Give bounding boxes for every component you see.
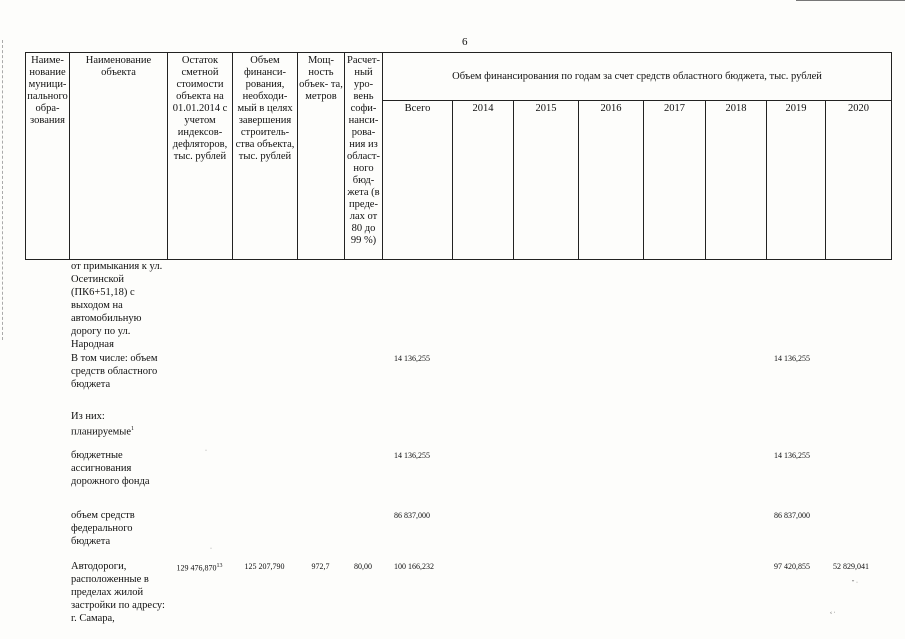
table-row: [25, 508, 891, 559]
table-row: [25, 409, 891, 448]
row-object-name: бюджетные ассигнования дорожного фонда: [71, 450, 150, 487]
scan-edge: [2, 40, 3, 340]
header-year-2020: 2020: [826, 101, 892, 260]
row-capacity-value: 972,7: [311, 562, 330, 571]
row-2020-value: 52 829,041: [833, 562, 869, 571]
header-year-2018: 2018: [706, 101, 767, 260]
footnote-mark: 1: [131, 426, 135, 432]
header-capacity: Мощ- ность объек- та, метров: [298, 53, 345, 260]
scan-speck: ‹ ·: [830, 610, 836, 616]
header-financing-volume: Объем финанси- рования, необходи- мый в целях завершения строитель- ства объекта, тыс. рублей: [233, 53, 298, 260]
row-total-value: 14 136,255: [394, 451, 430, 460]
header-year-2014: 2014: [453, 101, 514, 260]
row-object-name: Автодороги, расположенные в пределах жилой застройки по адресу: г. Самара,: [71, 561, 165, 624]
header-year-total: Всего: [383, 101, 453, 260]
table-row: [25, 559, 891, 639]
scan-speck: " ·: [852, 580, 858, 586]
table-row: [25, 259, 891, 351]
data-table: [25, 259, 891, 639]
scan-speck: ·: [205, 448, 207, 454]
scan-speck: ·: [210, 546, 212, 552]
header-year-2016: 2016: [579, 101, 644, 260]
header-year-2019: 2019: [767, 101, 826, 260]
row-rate-value: 80,00: [354, 562, 372, 571]
header-cofinancing-rate: Расчет- ный уро- вень софи- нанси- рова- ния из област- ного бюд- жета (в преде- лах от 80 до 99 %): [345, 53, 383, 260]
header-year-2017: 2017: [644, 101, 706, 260]
row-object-name: объем средств федерального бюджета: [71, 510, 135, 547]
table-row: [25, 351, 891, 409]
header-object: Наименование объекта: [70, 53, 168, 260]
top-rule: [796, 0, 905, 1]
row-volume-value: 125 207,790: [244, 562, 285, 571]
row-2019-value: 14 136,255: [774, 354, 810, 363]
page-number: 6: [462, 36, 468, 48]
row-object-name: В том числе: объем средств областного бюджета: [71, 353, 158, 390]
footnote-mark: 13: [216, 563, 223, 569]
row-2019-value: 97 420,855: [774, 562, 810, 571]
row-total-value: 86 837,000: [394, 511, 430, 520]
row-2019-value: 14 136,255: [774, 451, 810, 460]
row-total-value: 14 136,255: [394, 354, 430, 363]
row-2019-value: 86 837,000: [774, 511, 810, 520]
header-municipality: Наиме- нование муници- пального обра- зования: [26, 53, 70, 260]
table-row: [25, 448, 891, 508]
row-object-name: Из них: планируемые$^1$: [71, 411, 135, 438]
header-table: [25, 52, 892, 260]
header-remaining-cost: Остаток сметной стоимости объекта на 01.01.2014 с учетом индексов- дефляторов, тыс. рублей: [168, 53, 233, 260]
row-total-value: 100 166,232: [394, 562, 434, 571]
row-remaining-value: 129 476,870$^{13}$: [176, 563, 223, 573]
header-year-2015: 2015: [514, 101, 579, 260]
header-financing-by-year: Объем финансирования по годам за счет средств областного бюджета, тыс. рублей: [383, 53, 892, 101]
row-object-name: от примыкания к ул. Осетинской (ПК6+51,18) с выходом на автомобильную дорогу по ул. Народная: [71, 261, 163, 350]
